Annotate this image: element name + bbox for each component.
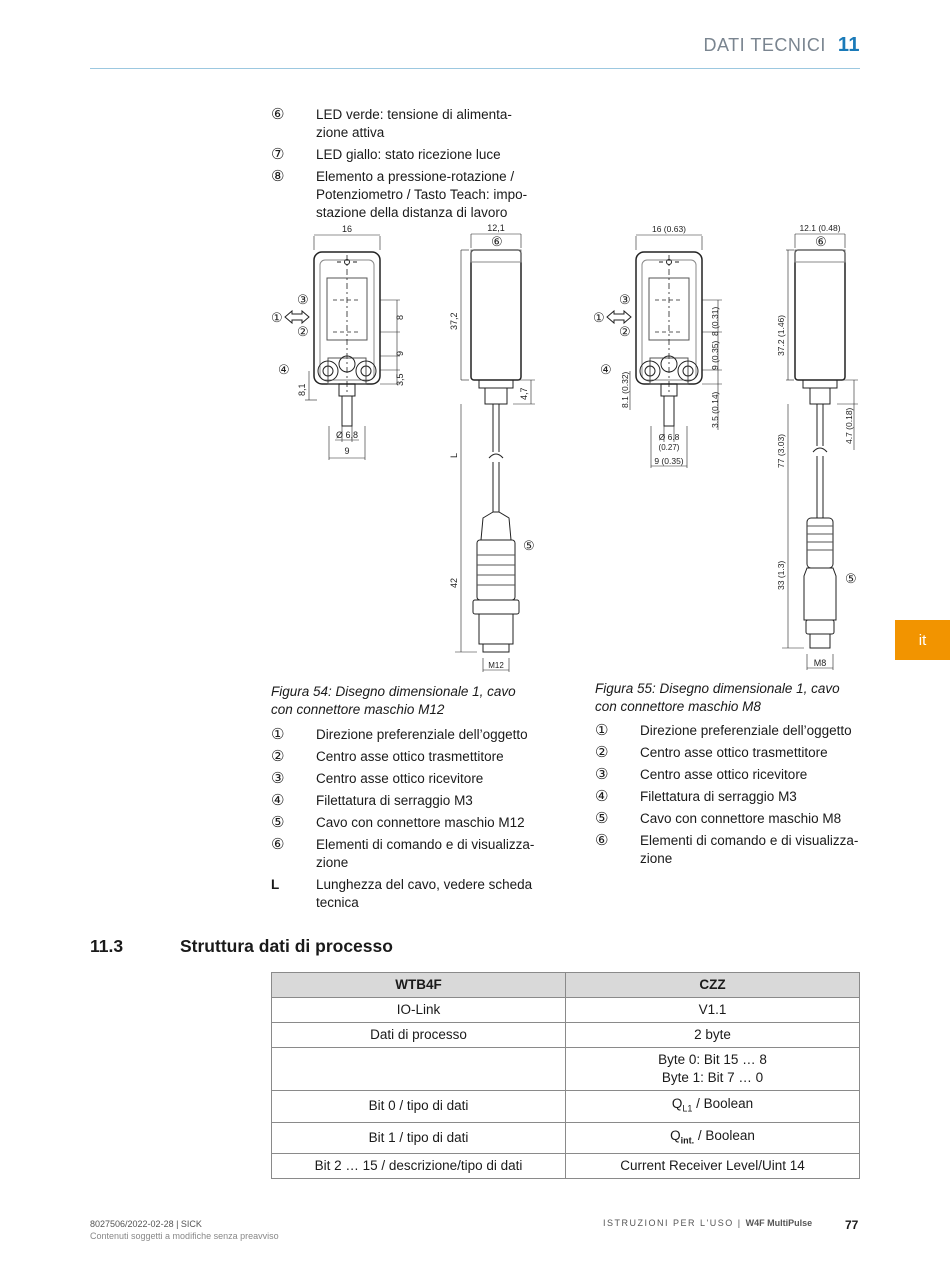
- dim-8-1: 8.1 (0.32): [620, 371, 630, 408]
- item-text: Lunghezza del cavo, vedere scheda tecnica: [316, 877, 533, 910]
- dim-8: 8 (0.31): [710, 306, 720, 336]
- item-text: Elemento a pressione-rotazione / Potenziometro / Tasto Teach: impo-stazione della distanza di lavoro: [316, 169, 528, 220]
- item-number: ②: [271, 748, 285, 765]
- dim-diameter-inch: (0.27): [658, 443, 680, 452]
- item-number: ⑤: [595, 810, 609, 827]
- item-text: Cavo con connettore maschio M12: [316, 815, 525, 830]
- callout-3: ③: [619, 292, 631, 307]
- header-divider: [90, 68, 860, 69]
- table-cell: Bit 2 … 15 / descrizione/tipo di dati: [272, 1154, 566, 1179]
- figure-55-drawing: [590, 220, 880, 675]
- data-type: / Boolean: [692, 1096, 754, 1111]
- item-text: Filettatura di serraggio M3: [316, 793, 473, 808]
- table-cell: Current Receiver Level/Uint 14: [566, 1154, 860, 1179]
- dim-width-16: 16: [341, 224, 353, 234]
- item-text: Centro asse ottico ricevitore: [640, 767, 808, 782]
- dim-width-9: 9 (0.35): [654, 456, 684, 466]
- item-text: LED verde: tensione di alimenta-zione attiva: [316, 107, 512, 140]
- item-number: ⑤: [271, 814, 285, 831]
- item-number: L: [271, 877, 280, 892]
- dim-4-7: 4,7: [519, 387, 529, 400]
- figure-54-legend: [271, 726, 541, 916]
- list-item: [271, 770, 541, 788]
- item-text: Direzione preferenziale dell’oggetto: [640, 723, 852, 738]
- footer-product: W4F MultiPulse: [745, 1218, 813, 1228]
- dim-diameter: Ø 6,8: [335, 430, 359, 440]
- list-item: [271, 836, 541, 872]
- footer-left: [90, 1218, 279, 1242]
- item-text: Centro asse ottico trasmettitore: [640, 745, 828, 760]
- table-row: [272, 1091, 860, 1123]
- item-number: ④: [271, 792, 285, 809]
- item-number: ⑥: [271, 836, 285, 853]
- table-cell: Bit 0 / tipo di dati: [272, 1091, 566, 1123]
- table-header-row: [272, 973, 860, 998]
- item-number: ③: [271, 770, 285, 787]
- callout-1: ①: [271, 310, 283, 325]
- list-item: [271, 748, 541, 766]
- table-cell: IO-Link: [272, 998, 566, 1023]
- item-number: ①: [595, 722, 609, 739]
- table-cell: V1.1: [566, 998, 860, 1023]
- item-number: ③: [595, 766, 609, 783]
- item-text: LED giallo: stato ricezione luce: [316, 147, 501, 162]
- item-number: ⑥: [271, 106, 285, 123]
- item-text: Direzione preferenziale dell’oggetto: [316, 727, 528, 742]
- data-type: / Boolean: [694, 1127, 755, 1143]
- item-number: ⑦: [271, 146, 285, 163]
- item-text: Elementi di comando e di visualizza-zione: [640, 833, 859, 866]
- list-item: [271, 792, 541, 810]
- list-item: [595, 810, 863, 828]
- table-row: [272, 1023, 860, 1048]
- dim-8-1: 8,1: [297, 383, 307, 396]
- table-cell: 2 byte: [566, 1023, 860, 1048]
- signal-subscript: int.: [680, 1135, 695, 1146]
- signal-symbol: Q: [670, 1127, 681, 1143]
- footer-manual: ISTRUZIONI PER L'USO | W4F MultiPulse: [603, 1218, 813, 1228]
- dim-3-5: 3.5 (0.14): [710, 391, 720, 428]
- footer-note: Contenuti soggetti a modifiche senza preavviso: [90, 1231, 279, 1241]
- top-legend-list: [271, 106, 541, 226]
- table-cell: [272, 1048, 566, 1091]
- byte-1-line: Byte 1: Bit 7 … 0: [661, 1070, 764, 1085]
- list-item: [271, 726, 541, 744]
- list-item: [595, 744, 863, 762]
- list-item: [271, 876, 541, 912]
- page-header: [704, 34, 861, 57]
- header-title: DATI TECNICI: [703, 35, 826, 55]
- item-text: Filettatura di serraggio M3: [640, 789, 797, 804]
- footer-manual-label: ISTRUZIONI PER L'USO: [603, 1218, 734, 1228]
- dim-m12: M12: [488, 661, 504, 670]
- item-number: ⑥: [595, 832, 609, 849]
- table-cell: [566, 1122, 860, 1154]
- list-item: [595, 832, 863, 868]
- item-number: ⑧: [271, 168, 285, 185]
- dim-42: 42: [449, 577, 459, 588]
- item-text: Centro asse ottico ricevitore: [316, 771, 484, 786]
- dim-9: 9 (0.35): [710, 340, 720, 370]
- byte-0-line: Byte 0: Bit 15 … 8: [658, 1052, 767, 1067]
- table-cell: Bit 1 / tipo di dati: [272, 1122, 566, 1154]
- callout-6: ⑥: [815, 234, 827, 249]
- section-number: 11.3: [90, 936, 124, 956]
- dim-cable-length: L: [449, 452, 459, 458]
- figure-55-legend: [595, 722, 863, 872]
- dim-width-9: 9: [344, 446, 350, 456]
- column-header: CZZ: [566, 973, 860, 998]
- callout-4: ④: [600, 362, 612, 377]
- signal-symbol: Q: [671, 1096, 683, 1111]
- dim-4-7: 4.7 (0.18): [844, 407, 854, 444]
- callout-3: ③: [297, 292, 309, 307]
- figure-55-caption: Figura 55: Disegno dimensionale 1, cavo con connettore maschio M8: [595, 681, 840, 714]
- item-number: ④: [595, 788, 609, 805]
- callout-2: ②: [297, 324, 309, 339]
- chapter-number: 11: [837, 34, 860, 56]
- dim-77: 77 (3.03): [776, 433, 786, 468]
- dim-3-5: 3,5: [395, 373, 405, 386]
- page-number: 77: [845, 1218, 859, 1232]
- table-row: [272, 1048, 860, 1091]
- table-row: [272, 1122, 860, 1154]
- dim-37-2: 37,2: [449, 312, 459, 330]
- callout-5: ⑤: [845, 571, 857, 586]
- table-row: [272, 1154, 860, 1179]
- list-item: [271, 146, 541, 164]
- column-header: WTB4F: [272, 973, 566, 998]
- item-text: Centro asse ottico trasmettitore: [316, 749, 504, 764]
- table-cell: [566, 1091, 860, 1123]
- list-item: [595, 788, 863, 806]
- dim-diameter: Ø 6.8: [658, 432, 680, 442]
- callout-6: ⑥: [491, 234, 503, 249]
- dim-8: 8: [395, 314, 405, 320]
- callout-2: ②: [619, 324, 631, 339]
- item-text: Cavo con connettore maschio M8: [640, 811, 842, 826]
- dim-width-12-1: 12,1: [487, 223, 505, 233]
- dim-9: 9: [395, 350, 405, 356]
- callout-1: ①: [593, 310, 605, 325]
- list-item: [595, 722, 863, 740]
- figure-54-drawing: [265, 220, 555, 675]
- callout-4: ④: [278, 362, 290, 377]
- table-row: [272, 998, 860, 1023]
- dim-37-2: 37.2 (1.46): [776, 314, 786, 356]
- dim-m8: M8: [813, 658, 827, 668]
- item-number: ①: [271, 726, 285, 743]
- list-item: [271, 106, 541, 142]
- item-text: Elementi di comando e di visualizza-zione: [316, 837, 535, 870]
- language-tab[interactable]: it: [895, 620, 950, 660]
- section-title: Struttura dati di processo: [180, 936, 393, 956]
- callout-5: ⑤: [523, 538, 535, 553]
- dim-width-16: 16 (0.63): [651, 224, 687, 234]
- table-cell: [566, 1048, 860, 1091]
- process-data-table: [271, 972, 860, 1179]
- signal-subscript: L1: [682, 1103, 693, 1114]
- footer-doc-id: 8027506/2022-02-28 | SICK: [90, 1219, 202, 1229]
- item-number: ②: [595, 744, 609, 761]
- list-item: [595, 766, 863, 784]
- dim-33: 33 (1.3): [776, 560, 786, 590]
- list-item: [271, 814, 541, 832]
- dim-width-12-1: 12.1 (0.48): [799, 223, 841, 233]
- list-item: [271, 168, 541, 222]
- figure-54-caption: Figura 54: Disegno dimensionale 1, cavo con connettore maschio M12: [271, 684, 516, 717]
- table-cell: Dati di processo: [272, 1023, 566, 1048]
